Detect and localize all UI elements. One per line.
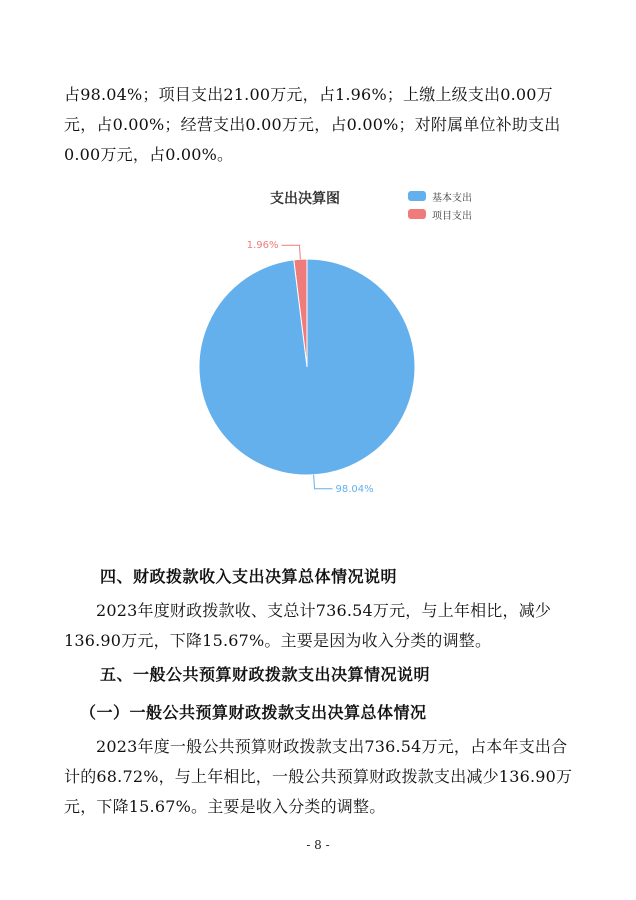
chart-legend bbox=[408, 188, 472, 224]
legend-label-basic: 基本支出 bbox=[432, 192, 472, 204]
pie-leader-line-project bbox=[281, 245, 300, 259]
legend-label-project: 项目支出 bbox=[432, 210, 472, 222]
legend-item-basic bbox=[408, 188, 472, 204]
legend-swatch-project bbox=[408, 209, 426, 219]
page-number: - 8 - bbox=[306, 838, 330, 852]
pie-leader-line-basic bbox=[314, 475, 333, 489]
section5-sub1-body: 2023年度一般公共预算财政拨款支出736.54万元，占本年支出合计的68.72%，与上年相比，一般公共预算财政拨款支出减少136.90万元，下降15.67%。主要是收入分类的调整。 bbox=[64, 737, 573, 816]
section5-sub1-heading: （一）一般公共预算财政拨款支出决算总体情况 bbox=[80, 703, 427, 722]
section5-heading: 五、一般公共预算财政拨款支出决算情况说明 bbox=[100, 665, 431, 684]
pie-label-project: 1.96% bbox=[246, 240, 279, 252]
legend-swatch-basic bbox=[408, 191, 426, 201]
chart-title: 支出决算图 bbox=[270, 191, 340, 207]
pie-slice-basic bbox=[199, 259, 415, 475]
pie-label-basic: 98.04% bbox=[335, 483, 374, 495]
section4-body: 2023年度财政拨款收、支总计736.54万元，与上年相比，减少136.90万元，下降15.67%。主要是因为收入分类的调整。 bbox=[64, 601, 552, 650]
pie-chart bbox=[160, 220, 460, 510]
section4-heading: 四、财政拨款收入支出决算总体情况说明 bbox=[100, 567, 398, 586]
intro-paragraph: 占98.04%；项目支出21.00万元，占1.96%；上缴上级支出0.00万元，占0.00%；经营支出0.00万元，占0.00%；对附属单位补助支出0.00万元，占0.00%。 bbox=[64, 85, 561, 164]
